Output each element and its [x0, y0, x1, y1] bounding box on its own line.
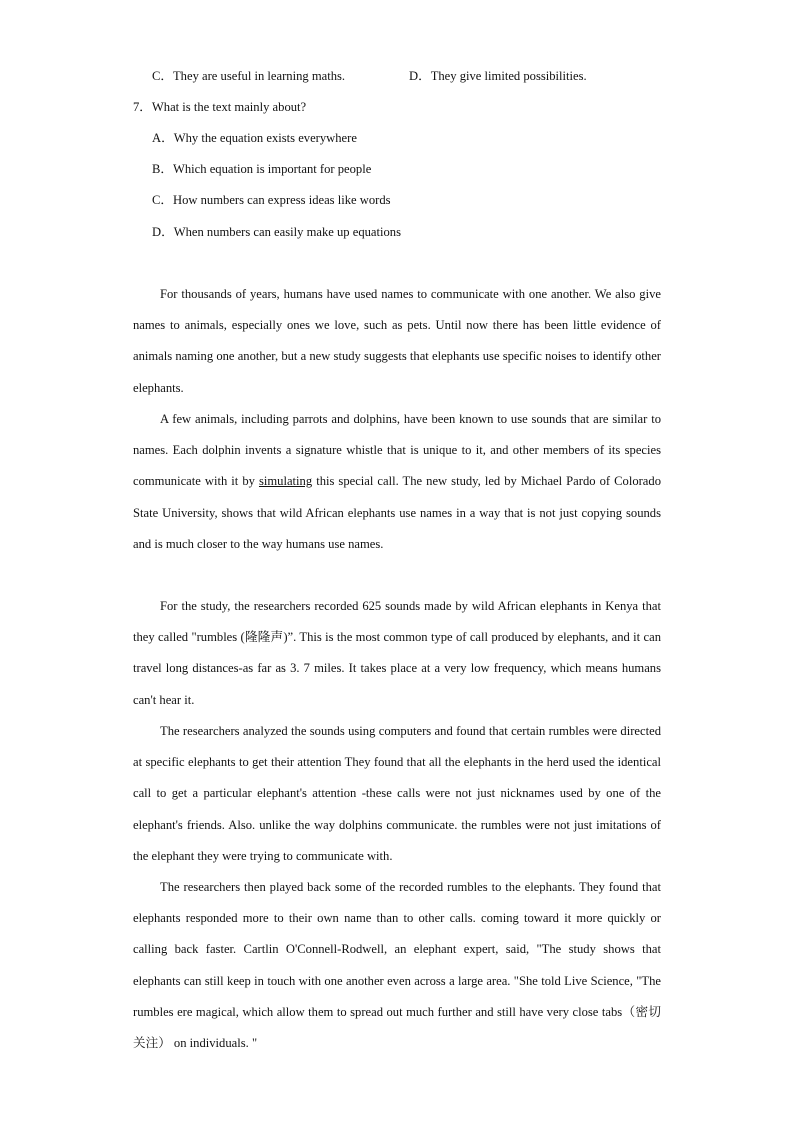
q7-option-d: D．When numbers can easily make up equations: [152, 225, 402, 239]
passage-paragraph-2: [133, 404, 661, 560]
passage-paragraph-3: For the study, the researchers recorded 625 sounds made by wild African elephants in Kenya that they called "rumbles (隆隆声)”. This is the most common type of call produced by elephants, and it can travel long distances-as far as 3. 7 miles. It takes place at a very low frequency, which means humans can't hear it.: [133, 599, 661, 707]
passage-paragraph-4: The researchers analyzed the sounds using computers and found that certain rumbles were directed at specific elephants to get their attention They found that all the elephants in the herd used the identical call to get a particular elephant's attention -these calls were not just nicknames used by one of the elephant's friends. Also. unlike the way dolphins communicate. the rumbles were not just imitations of the elephant they were trying to communicate with.: [133, 724, 661, 863]
paragraph-2-text-end: this special call. The new study, led by Michael Pardo of Colorado State University, shows that wild African elephants use names in a way that is not just copying sounds and is much closer to the way humans use names.: [133, 474, 661, 551]
passage-paragraph-1: For thousands of years, humans have used names to communicate with one another. We also give names to animals, especially ones we love, such as pets. Until now there has been little evidence of animals naming one another, but a new study suggests that elephants use specific noises to identify other elephants.: [133, 287, 661, 395]
underlined-word-simulating: simulating: [258, 474, 313, 489]
q7-option-a: A．Why the equation exists everywhere: [152, 131, 357, 145]
passage-paragraph-5: The researchers then played back some of the recorded rumbles to the elephants. They found that elephants responded more to their own name than to other calls. coming toward it more quickly or calling back faster. Cartlin O'Connell-Rodwell, an elephant expert, said, "The study shows that elephants can still keep in touch with one another even across a large area. "She told Live Science, "The rumbles ere magical, which allow them to spread out much further and still have very close tabs（密切关注） on individuals. ": [133, 880, 661, 1051]
paragraph-2-text-start: A few animals, including parrots and dolphins, have been known to use sounds that are similar to names. Each dolphin invents a signature whistle that is unique to it, and other members of its species communicate with it by: [133, 412, 661, 489]
q6-option-c: C．They are useful in learning maths.: [152, 69, 346, 83]
q7-stem: 7．What is the text mainly about?: [133, 100, 307, 114]
q7-option-b: B．Which equation is important for people: [152, 162, 372, 176]
q7-option-c: C．How numbers can express ideas like words: [152, 193, 391, 207]
q6-option-d: D．They give limited possibilities.: [409, 69, 587, 83]
